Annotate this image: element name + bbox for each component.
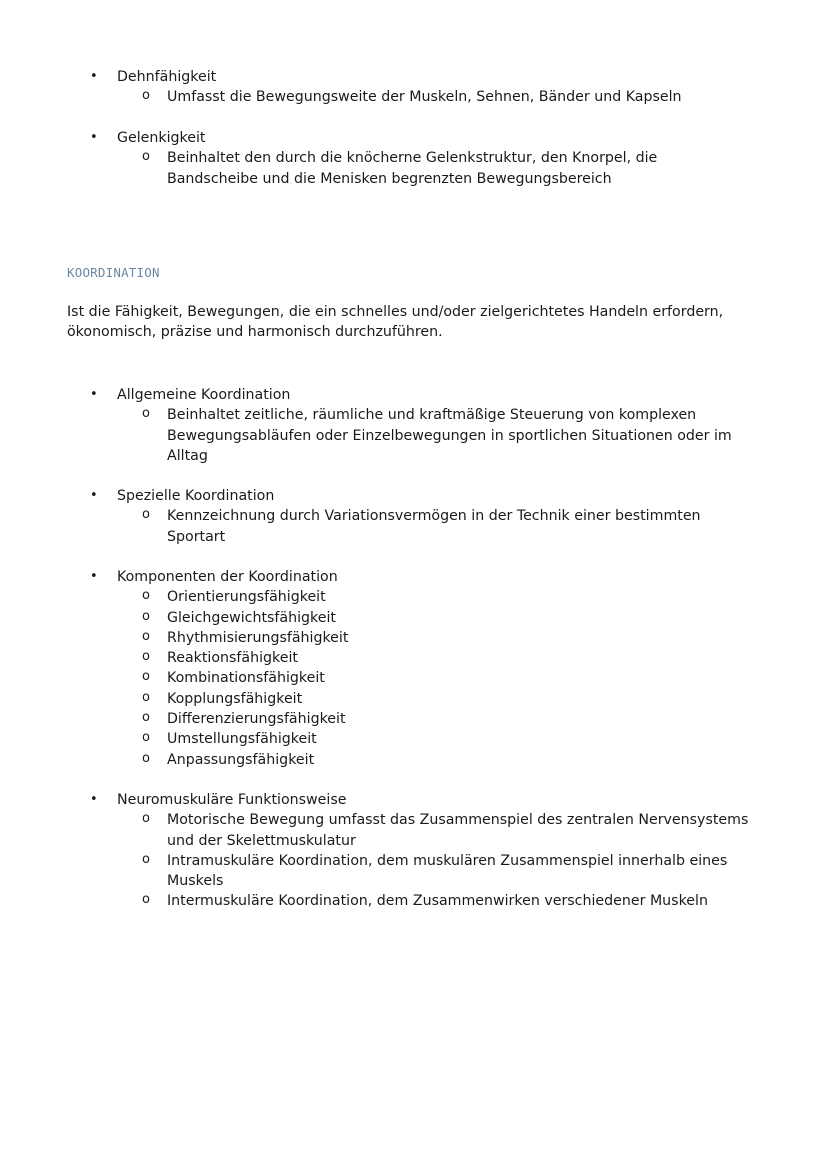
sub-list-item-text: Beinhaltet den durch die knöcherne Gelenkstruktur, den Knorpel, die Bandscheibe und die Menisken begrenzten Bewegungsbereich (167, 150, 658, 187)
sub-bullet-icon: o (142, 149, 150, 165)
sub-list-item-text: Kombinationsfähigkeit (167, 670, 325, 687)
sub-bullet-icon: o (142, 507, 150, 523)
bullet-icon: • (90, 569, 98, 584)
sub-list-item (0, 87, 767, 107)
sub-list-item-text: Orientierungsfähigkeit (167, 589, 326, 606)
sub-bullet-icon: o (142, 406, 150, 422)
sub-bullet-icon: o (142, 851, 150, 867)
sub-list-item-text: Intramuskuläre Koordination, dem muskulären Zusammenspiel innerhalb eines Muskels (167, 852, 728, 890)
sub-list-item (0, 689, 767, 709)
sub-list-item (0, 648, 767, 668)
sub-list-item (0, 628, 767, 648)
sub-bullet-icon: o (142, 588, 150, 604)
sub-list-item (0, 608, 767, 628)
intro-paragraph: Ist die Fähigkeit, Bewegungen, die ein schnelles und/oder zielgerichtetes Handeln erfordern, ökonomisch, präzise und harmonisch durchzuführen. (67, 304, 724, 341)
sub-list-item-text: Anpassungsfähigkeit (167, 751, 315, 768)
sub-bullet-icon: o (142, 689, 150, 705)
bullet-icon: • (90, 387, 98, 402)
list-item (0, 128, 828, 189)
sub-list-item (0, 668, 767, 688)
sub-list-item-text: Intermuskuläre Koordination, dem Zusammenwirken verschiedener Muskeln (167, 893, 708, 910)
sub-list-item-text: Differenzierungsfähigkeit (167, 711, 346, 728)
list-item-title-row (0, 128, 828, 148)
bullet-icon: • (90, 488, 98, 503)
list-item (0, 486, 828, 547)
list-item-title-row (0, 790, 828, 810)
list-item (0, 67, 828, 108)
sub-list-item-text: Reaktionsfähigkeit (167, 650, 298, 667)
sub-list-item-text: Gleichgewichtsfähigkeit (167, 609, 336, 626)
sub-list-item-text: Kennzeichnung durch Variationsvermögen in der Technik einer bestimmten Sportart (167, 508, 701, 545)
list-item-title: Spezielle Koordination (117, 488, 275, 504)
list-item (0, 567, 828, 770)
sub-list-item-text: Motorische Bewegung umfasst das Zusammenspiel des zentralen Nervensystems und der Skelettmuskulatur (167, 812, 749, 849)
list-item-title: Gelenkigkeit (117, 130, 206, 146)
sub-bullet-icon: o (142, 669, 150, 685)
sub-list-item-text: Beinhaltet zeitliche, räumliche und kraftmäßige Steuerung von komplexen Bewegungsabläufen oder Einzelbewegungen in sportlichen Situationen oder im Alltag (167, 407, 732, 464)
list-item-title: Neuromuskuläre Funktionsweise (117, 792, 347, 808)
section-heading: KOORDINATION (67, 265, 160, 280)
list-item-title-row (0, 486, 828, 506)
list-item-title-row (0, 567, 828, 587)
sub-list-item (0, 729, 767, 749)
sub-list-item (0, 148, 667, 189)
list-item-title: Dehnfähigkeit (117, 69, 217, 85)
list-item-title: Komponenten der Koordination (117, 569, 338, 585)
sub-list-item (0, 405, 767, 466)
list-item (0, 385, 828, 466)
sub-list-item (0, 851, 747, 892)
sub-bullet-icon: o (142, 88, 150, 104)
sub-list-item (0, 810, 767, 851)
sub-list-item-text: Umstellungsfähigkeit (167, 731, 317, 748)
sub-bullet-icon: o (142, 608, 150, 624)
sub-list-item-text: Rhythmisierungsfähigkeit (167, 629, 349, 646)
sub-list-item-text: Umfasst die Bewegungsweite der Muskeln, Sehnen, Bänder und Kapseln (167, 89, 682, 106)
sub-list-item (0, 506, 737, 547)
sub-bullet-icon: o (142, 750, 150, 766)
list-item (0, 790, 828, 912)
sub-bullet-icon: o (142, 730, 150, 746)
bullet-icon: • (90, 130, 98, 145)
sub-bullet-icon: o (142, 710, 150, 726)
list-item-title-row (0, 385, 828, 405)
sub-bullet-icon: o (142, 811, 150, 827)
sub-bullet-icon: o (142, 628, 150, 644)
sub-bullet-icon: o (142, 649, 150, 665)
sub-list-item (0, 709, 767, 729)
bullet-icon: • (90, 792, 98, 807)
list-item-title: Allgemeine Koordination (117, 387, 291, 403)
sub-list-item-text: Kopplungsfähigkeit (167, 690, 303, 707)
list-item-title-row (0, 67, 828, 87)
sub-list-item (0, 891, 767, 911)
bullet-icon: • (90, 69, 98, 84)
sub-list-item (0, 587, 767, 607)
sub-list-item (0, 750, 767, 770)
sub-bullet-icon: o (142, 892, 150, 908)
